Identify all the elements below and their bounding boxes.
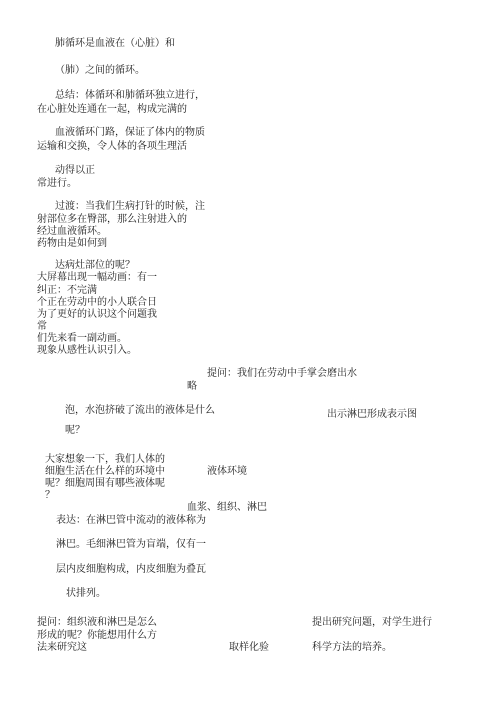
text-line: 射部位多在臀部，那么注射进入的 — [37, 214, 187, 225]
text-line: 药物由是如何到 — [37, 238, 107, 249]
text-line: 大家想象一下，我们人体的 — [45, 454, 165, 465]
text-line: 呢？细胞周围有哪些液体呢 — [45, 478, 165, 489]
text-line: 在心脏处连通在一起，构成完满的 — [37, 104, 187, 115]
text-line: 肺循环是血液在（心脏）和 — [55, 38, 175, 49]
text-line: 常 — [37, 321, 47, 332]
text-line: 形成的呢？你能想用什么方 — [37, 630, 157, 641]
text-line: 动得以正 — [55, 165, 95, 176]
text-line: 常进行。 — [37, 178, 77, 189]
text-line: 细胞生活在什么样的环境中 — [45, 466, 165, 477]
text-line: 达病灶部位的呢？ — [55, 260, 135, 271]
text-line: 纠正：不完满 — [37, 285, 97, 296]
text-line: 液体环境 — [207, 466, 247, 477]
text-line: 层内皮细胞构成，内皮细胞为叠瓦 — [56, 564, 206, 575]
text-line: 状排列。 — [66, 588, 106, 599]
text-line: 出示淋巴形成表示图 — [327, 409, 417, 420]
text-line: 大屏幕出现一幅动画：有一 — [37, 272, 157, 283]
text-line: 表达：在淋巴管中流动的液体称为 — [56, 515, 206, 526]
text-line: 略 — [187, 381, 197, 392]
text-line: （肺）之间的循环。 — [55, 65, 145, 76]
text-line: 提问：组织液和淋巴是怎么 — [37, 617, 157, 628]
text-line: 为了更好的认识这个问题我 — [37, 309, 157, 320]
text-line: 科学方法的培养。 — [312, 642, 392, 653]
text-line: 们先来看一副动画。 — [37, 333, 127, 344]
text-line: 个正在劳动中的小人联合日 — [37, 297, 157, 308]
text-line: 呢？ — [65, 425, 85, 436]
text-line: 法来研究这 — [37, 642, 87, 653]
text-line: 经过血液循环。 — [37, 226, 107, 237]
text-line: 淋巴。毛细淋巴管为盲端，仅有一 — [56, 539, 206, 550]
text-line: 提问：我们在劳动中手掌会磨出水 — [207, 368, 357, 379]
text-line: 血液循环门路，保证了体内的物质 — [55, 127, 205, 138]
text-line: 运输和交换，令人体的各项生理活 — [37, 141, 187, 152]
text-line: ？ — [45, 490, 55, 501]
text-line: 提出研究问题，对学生进行 — [312, 617, 432, 628]
text-line: 现象从感性认识引入。 — [37, 345, 137, 356]
text-line: 血浆、组织、淋巴 — [187, 502, 267, 513]
text-line: 总结：体循环和肺循环独立进行， — [55, 90, 205, 101]
text-line: 泡，水泡挤破了流出的液体是什么 — [65, 405, 215, 416]
text-line: 过渡：当我们生病打针的时候，注 — [55, 201, 205, 212]
text-line: 取样化验 — [229, 642, 269, 653]
